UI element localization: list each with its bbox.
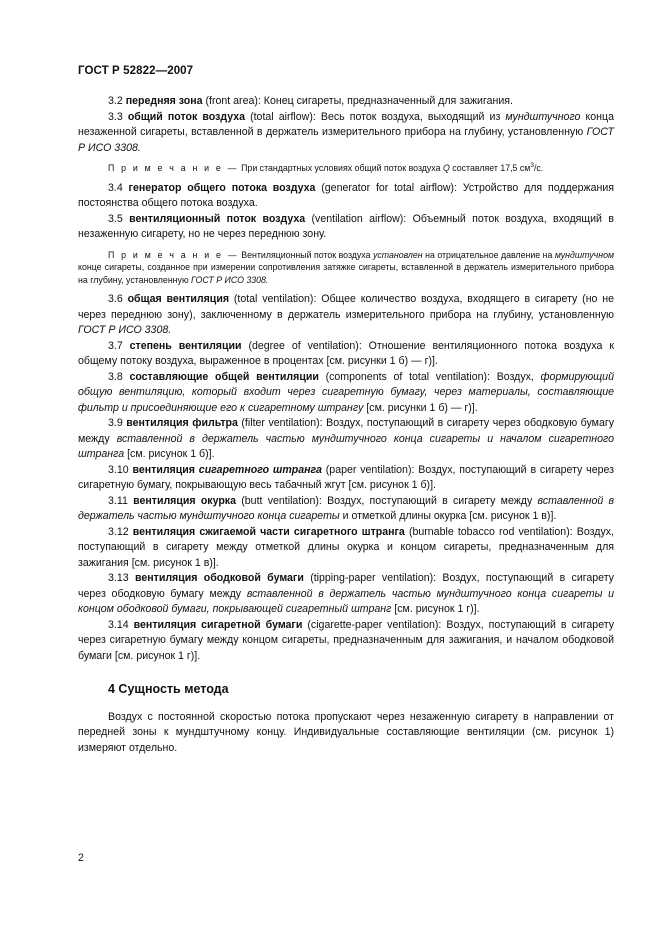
term-3-13: 3.13 вентиляция ободковой бумаги (tipping-paper ventilation): Воздух, поступающий в сигарету через ободковую бумагу между вставленной в держатель частью мундштучного конца сигареты и концом ободковой бумаги, покрывающей сигаретный штранг [см. рисунок 1 г)]. [78, 572, 614, 615]
term-3-7: 3.7 степень вентиляции (degree of ventilation): Отношение вентиляционного потока воздуха к общему потоку воздуха, выраженное в процентах [см. рисунки 1 б) — г)]. [78, 339, 614, 367]
document-body [78, 94, 614, 756]
term-3-9: 3.9 вентиляция фильтра (filter ventilation): Воздух, поступающий в сигарету через ободковую бумагу между вставленной в держатель частью мундштучного конца сигареты и началом сигаретного штранга [см. рисунок 1 б)]. [78, 417, 614, 460]
note-total-airflow: П р и м е ч а н и е — При стандартных условиях общий поток воздуха Q составляет 17,5 $см^3/с$. [108, 162, 544, 173]
page-number: 2 [78, 852, 84, 864]
section-4-title: 4 Сущность метода [108, 682, 229, 696]
term-3-3: 3.3 общий поток воздуха (total airflow): Весь поток воздуха, выходящий из мундштучного конца незаженной сигареты, вставленной в держатель измерительного прибора на глубину, установленную ГОСТ Р ИСО 3308. [78, 110, 614, 154]
document-code: ГОСТ Р 52822—2007 [78, 65, 194, 77]
term-3-5: 3.5 вентиляционный поток воздуха (ventilation airflow): Объемный поток воздуха, входящий в незаженную сигарету, но не через переднюю зону. [78, 212, 614, 240]
term-3-2: 3.2 передняя зона (front area): Конец сигареты, предназначенный для зажигания. [108, 95, 513, 107]
term-3-6: 3.6 общая вентиляция (total ventilation): Общее количество воздуха, входящего в сигарету (но не через переднюю зону), заключенному в держатель измерительного прибора на глубину, установленную ГОСТ Р ИСО 3308. [78, 293, 614, 336]
section-4-body: Воздух с постоянной скоростью потока пропускают через незаженную сигарету в направлении от передней зоны к мундштучному концу. Индивидуальные составляющие вентиляции (см. рисунок 1) измеряют отдельно. [78, 710, 614, 754]
term-3-14: 3.14 вентиляция сигаретной бумаги (cigarette-paper ventilation): Воздух, поступающий в сигарету через сигаретную бумагу между концом сигареты, предназначенным для зажигания, и началом ободковой бумаги [см. рисунок 1 г)]. [78, 618, 615, 662]
term-3-4: 3.4 генератор общего потока воздуха (generator for total airflow): Устройство для поддержания постоянства общего потока воздуха. [78, 181, 614, 209]
term-3-11: 3.11 вентиляция окурка (butt ventilation): Воздух, поступающий в сигарету между вставленной в держатель частью мундштучного конца сигареты и отметкой длины окурка [см. рисунок 1 в)]. [78, 494, 614, 522]
term-3-10: 3.10 вентиляция сигаретного штранга (paper ventilation): Воздух, поступающий в сигарету через сигаретную бумагу, покрывающую весь табачный жгут [см. рисунок 1 б)]. [78, 463, 614, 491]
note-ventilation-airflow: П р и м е ч а н и е — Вентиляционный поток воздуха установлен на отрицательное давление на мундштучном конце сигареты, созданное при измерении сопротивления затяжке сигареты, вставленной в держатель измерительного прибора на глубину, установленную ГОСТ Р ИСО 3308. [78, 249, 614, 285]
term-3-12: 3.12 вентиляция сжигаемой части сигаретного штранга (burnable tobacco rod ventilation): Воздух, поступающий в сигарету между отметкой длины окурка и концом сигареты, предназначенным для зажигания [см. рисунок 1 в)]. [78, 525, 614, 569]
term-3-8: 3.8 составляющие общей вентиляции (components of total ventilation): Воздух, формирующий общую вентиляцию, который входит через сигаретную бумагу, через материалы, составляющие фильтр и присоединяющие его к сигаретному штрангу [см. рисунки 1 б) — г)]. [78, 370, 614, 414]
